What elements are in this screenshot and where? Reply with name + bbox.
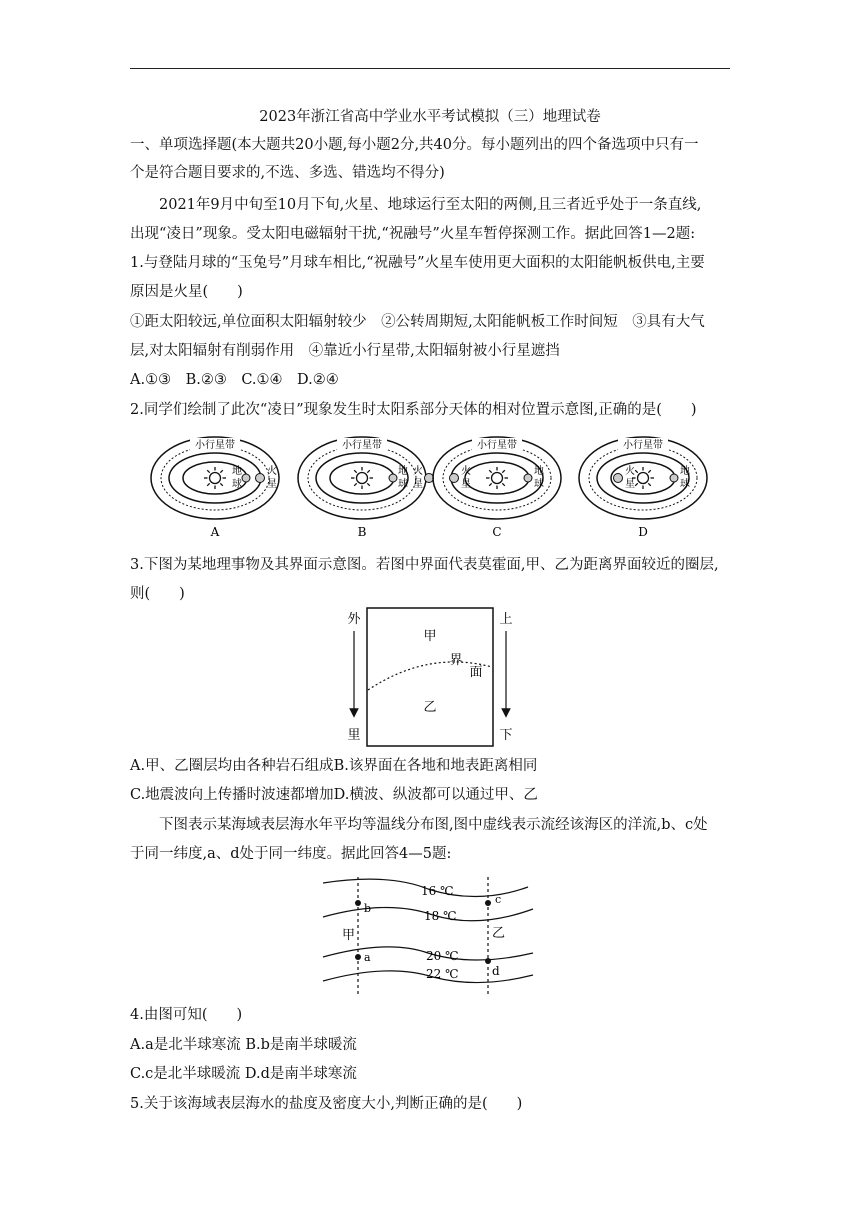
earth-label-a: 地 xyxy=(232,466,242,477)
label-yi: 乙 xyxy=(492,926,506,941)
svg-text:球: 球 xyxy=(398,479,408,490)
svg-text:星: 星 xyxy=(413,479,423,490)
section-heading-line1: 一、单项选择题(本大题共20小题,每小题2分,共40分。每小题列出的四个备选项中只有一 xyxy=(130,137,699,153)
q4-stem: 4.由图可知( ) xyxy=(130,1007,243,1023)
label-18c: 18 ℃ xyxy=(424,909,457,923)
label-d: d xyxy=(492,964,500,978)
mars-marker xyxy=(256,474,265,483)
label-upper: 上 xyxy=(499,612,513,627)
intro1-line2: 出现“凌日”现象。受太阳电磁辐射干扰,“祝融号”火星车暂停探测工作。据此回答1—2题: xyxy=(130,226,696,242)
svg-text:小行星带: 小行星带 xyxy=(342,440,382,451)
earth-marker xyxy=(242,474,250,482)
earth-marker xyxy=(524,474,532,482)
diagram-label-a: A xyxy=(210,525,220,539)
label-inner: 里 xyxy=(347,728,361,743)
intro2-line1: 下图表示某海域表层海水年平均等温线分布图,图中虚线表示流经该海区的洋流,b、c处 xyxy=(159,817,708,833)
q4-options-line1: A.a是北半球寒流 B.b是南半球暖流 xyxy=(130,1037,357,1053)
label-20c: 20 ℃ xyxy=(426,949,459,963)
point-d xyxy=(485,958,491,964)
svg-text:球: 球 xyxy=(534,479,544,490)
diagram-label-c: C xyxy=(492,525,502,539)
point-b xyxy=(355,900,361,906)
label-yi: 乙 xyxy=(423,700,437,715)
mars-marker xyxy=(614,474,623,483)
q2-stem: 2.同学们绘制了此次“凌日”现象发生时太阳系部分天体的相对位置示意图,正确的是( ) xyxy=(130,402,697,418)
mars-marker xyxy=(450,474,459,483)
diagram-label-b: B xyxy=(357,525,367,539)
label-lower: 下 xyxy=(499,728,513,743)
intro2-line2: 于同一纬度,a、d处于同一纬度。据此回答4—5题: xyxy=(130,846,452,862)
intro1-line1: 2021年9月中旬至10月下旬,火星、地球运行至太阳的两侧,且三者近乎处于一条直线, xyxy=(159,197,702,213)
svg-text:球: 球 xyxy=(680,479,690,490)
earth-label-b: 地 xyxy=(398,466,408,477)
q1-stem-line2: 原因是火星( ) xyxy=(130,284,243,300)
section-heading-line2: 个是符合题目要求的,不选、多选、错选均不得分) xyxy=(130,165,445,181)
diagram-d xyxy=(579,437,707,539)
mars-label-a: 火 xyxy=(267,466,277,477)
page-title: 2023年浙江省高中学业水平考试模拟（三）地理试卷 xyxy=(259,109,601,125)
svg-text:星: 星 xyxy=(625,479,635,490)
interface-diagram xyxy=(340,605,520,750)
label-a: a xyxy=(364,951,371,964)
solar-diagrams xyxy=(140,425,730,545)
diagram-a xyxy=(151,437,279,539)
q1-options-line1: ①距太阳较远,单位面积太阳辐射较少 ②公转周期短,太阳能帆板工作时间短 ③具有大气 xyxy=(130,314,705,330)
q3-options-line1: A.甲、乙圈层均由各种岩石组成B.该界面在各地和地表距离相同 xyxy=(130,758,538,774)
label-outer: 外 xyxy=(347,612,361,627)
earth-label-c: 地 xyxy=(534,466,544,477)
label-c: c xyxy=(495,893,502,906)
diagram-c xyxy=(433,437,561,539)
q3-options-line2: C.地震波向上传播时波速都增加D.横波、纵波都可以通过甲、乙 xyxy=(130,787,538,803)
label-16c: 16 ℃ xyxy=(421,884,454,898)
point-c xyxy=(485,900,491,906)
label-mian: 面 xyxy=(469,665,483,680)
q4-options-line2: C.c是北半球暖流 D.d是南半球寒流 xyxy=(130,1066,357,1082)
svg-text:小行星带: 小行星带 xyxy=(195,440,235,451)
svg-text:星: 星 xyxy=(267,479,277,490)
point-a xyxy=(355,954,361,960)
header-rule xyxy=(130,68,730,69)
diagram-b xyxy=(298,437,434,539)
label-22c: 22 ℃ xyxy=(426,967,459,981)
earth-marker xyxy=(670,474,678,482)
mars-label-d: 火 xyxy=(625,466,635,477)
q3-stem-line2: 则( ) xyxy=(130,586,185,602)
earth-marker xyxy=(389,474,397,482)
diagram-label-d: D xyxy=(638,525,648,539)
svg-text:星: 星 xyxy=(461,479,471,490)
label-jia: 甲 xyxy=(342,928,356,943)
earth-label-d: 地 xyxy=(680,466,690,477)
q5-stem: 5.关于该海域表层海水的盐度及密度大小,判断正确的是( ) xyxy=(130,1096,523,1112)
mars-label-c: 火 xyxy=(461,466,471,477)
label-jia: 甲 xyxy=(423,629,437,644)
q3-stem-line1: 3.下图为某地理事物及其界面示意图。若图中界面代表莫霍面,甲、乙为距离界面较近的圈层, xyxy=(130,557,719,573)
q1-options-line2: 层,对太阳辐射有削弱作用 ④靠近小行星带,太阳辐射被小行星遮挡 xyxy=(130,343,560,359)
label-jie: 界 xyxy=(449,653,463,668)
mars-marker xyxy=(425,474,434,483)
q1-stem-line1: 1.与登陆月球的“玉兔号”月球车相比,“祝融号”火星车使用更大面积的太阳能帆板供电,主要 xyxy=(130,255,705,271)
label-b: b xyxy=(364,902,372,915)
isotherm-diagram xyxy=(318,875,538,1000)
svg-text:小行星带: 小行星带 xyxy=(477,440,517,451)
svg-text:球: 球 xyxy=(232,479,242,490)
mars-label-b: 火 xyxy=(413,466,423,477)
q1-choices: A.①③ B.②③ C.①④ D.②④ xyxy=(130,372,339,388)
svg-text:小行星带: 小行星带 xyxy=(623,440,663,451)
